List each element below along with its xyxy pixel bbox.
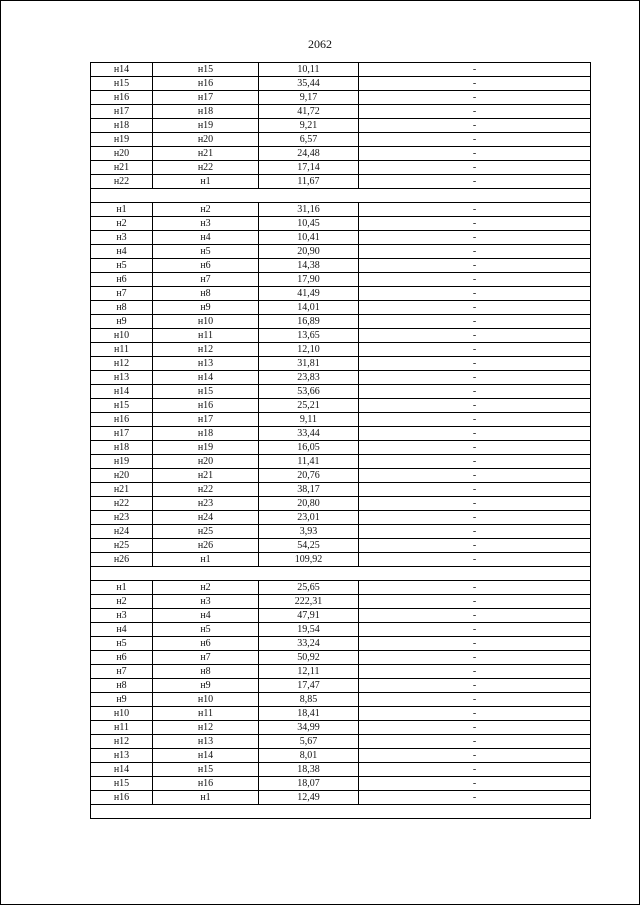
note-cell: - [359,329,591,343]
from-point-cell: н6 [91,651,153,665]
note-cell: - [359,105,591,119]
length-cell: 47,91 [259,609,359,623]
length-cell: 17,47 [259,679,359,693]
to-point-cell: н1 [153,175,259,189]
from-point-cell: н17 [91,427,153,441]
to-point-cell: н5 [153,623,259,637]
note-cell: - [359,735,591,749]
table-row [91,539,591,553]
from-point-cell: н26 [91,553,153,567]
table-row [91,315,591,329]
note-cell: - [359,147,591,161]
to-point-cell: н13 [153,735,259,749]
note-cell: - [359,637,591,651]
table-row [91,623,591,637]
table-row [91,119,591,133]
from-point-cell: н1 [91,581,153,595]
note-cell: - [359,525,591,539]
from-point-cell: н16 [91,413,153,427]
note-cell: - [359,581,591,595]
to-point-cell: н9 [153,301,259,315]
length-cell: 18,41 [259,707,359,721]
length-cell: 12,10 [259,343,359,357]
to-point-cell: н21 [153,469,259,483]
table-row [91,665,591,679]
from-point-cell: н19 [91,133,153,147]
length-cell: 50,92 [259,651,359,665]
from-point-cell: н8 [91,679,153,693]
note-cell: - [359,245,591,259]
to-point-cell: н3 [153,595,259,609]
table-row [91,63,591,77]
from-point-cell: н20 [91,469,153,483]
to-point-cell: н15 [153,385,259,399]
length-cell: 10,41 [259,231,359,245]
to-point-cell: н10 [153,693,259,707]
table-row [91,371,591,385]
table-row [91,595,591,609]
to-point-cell: н12 [153,721,259,735]
note-cell: - [359,427,591,441]
note-cell: - [359,63,591,77]
from-point-cell: н2 [91,217,153,231]
note-cell: - [359,497,591,511]
length-cell: 9,21 [259,119,359,133]
section-separator [91,805,591,819]
table-row [91,707,591,721]
from-point-cell: н23 [91,511,153,525]
to-point-cell: н13 [153,357,259,371]
from-point-cell: н7 [91,287,153,301]
from-point-cell: н17 [91,105,153,119]
length-cell: 33,24 [259,637,359,651]
from-point-cell: н21 [91,161,153,175]
from-point-cell: н11 [91,343,153,357]
note-cell: - [359,777,591,791]
to-point-cell: н6 [153,637,259,651]
length-cell: 20,76 [259,469,359,483]
table-row [91,511,591,525]
from-point-cell: н24 [91,525,153,539]
from-point-cell: н9 [91,693,153,707]
from-point-cell: н18 [91,119,153,133]
length-cell: 6,57 [259,133,359,147]
table-row [91,469,591,483]
note-cell: - [359,385,591,399]
from-point-cell: н5 [91,637,153,651]
length-cell: 12,11 [259,665,359,679]
length-cell: 23,83 [259,371,359,385]
from-point-cell: н13 [91,371,153,385]
to-point-cell: н8 [153,287,259,301]
table-row [91,329,591,343]
table-row [91,357,591,371]
to-point-cell: н14 [153,749,259,763]
from-point-cell: н11 [91,721,153,735]
table-row [91,245,591,259]
from-point-cell: н4 [91,623,153,637]
note-cell: - [359,357,591,371]
table-row [91,287,591,301]
table-row [91,231,591,245]
length-cell: 53,66 [259,385,359,399]
note-cell: - [359,693,591,707]
length-cell: 41,49 [259,287,359,301]
table-row [91,553,591,567]
to-point-cell: н4 [153,231,259,245]
note-cell: - [359,259,591,273]
length-cell: 12,49 [259,791,359,805]
table-row [91,497,591,511]
length-cell: 9,17 [259,91,359,105]
table-row [91,343,591,357]
length-cell: 222,31 [259,595,359,609]
from-point-cell: н18 [91,441,153,455]
length-cell: 9,11 [259,413,359,427]
note-cell: - [359,609,591,623]
note-cell: - [359,553,591,567]
to-point-cell: н24 [153,511,259,525]
length-cell: 17,90 [259,273,359,287]
to-point-cell: н17 [153,413,259,427]
to-point-cell: н12 [153,343,259,357]
length-cell: 16,05 [259,441,359,455]
note-cell: - [359,441,591,455]
to-point-cell: н16 [153,77,259,91]
note-cell: - [359,791,591,805]
length-cell: 109,92 [259,553,359,567]
section-separator-row [91,805,591,819]
note-cell: - [359,623,591,637]
from-point-cell: н22 [91,497,153,511]
from-point-cell: н19 [91,455,153,469]
length-cell: 17,14 [259,161,359,175]
note-cell: - [359,511,591,525]
to-point-cell: н18 [153,427,259,441]
note-cell: - [359,161,591,175]
length-cell: 23,01 [259,511,359,525]
table-row [91,301,591,315]
length-cell: 14,01 [259,301,359,315]
note-cell: - [359,343,591,357]
to-point-cell: н3 [153,217,259,231]
from-point-cell: н6 [91,273,153,287]
to-point-cell: н21 [153,147,259,161]
from-point-cell: н10 [91,707,153,721]
note-cell: - [359,721,591,735]
from-point-cell: н16 [91,91,153,105]
table-row [91,651,591,665]
note-cell: - [359,763,591,777]
table-row [91,763,591,777]
table-row [91,609,591,623]
from-point-cell: н14 [91,385,153,399]
note-cell: - [359,91,591,105]
to-point-cell: н19 [153,441,259,455]
table-row [91,581,591,595]
table-row [91,455,591,469]
to-point-cell: н9 [153,679,259,693]
note-cell: - [359,175,591,189]
to-point-cell: н15 [153,63,259,77]
to-point-cell: н6 [153,259,259,273]
to-point-cell: н15 [153,763,259,777]
from-point-cell: н15 [91,777,153,791]
length-cell: 35,44 [259,77,359,91]
to-point-cell: н4 [153,609,259,623]
table-row [91,105,591,119]
length-cell: 25,65 [259,581,359,595]
from-point-cell: н3 [91,231,153,245]
length-cell: 10,11 [259,63,359,77]
note-cell: - [359,651,591,665]
to-point-cell: н14 [153,371,259,385]
from-point-cell: н15 [91,399,153,413]
to-point-cell: н18 [153,105,259,119]
to-point-cell: н25 [153,525,259,539]
length-cell: 19,54 [259,623,359,637]
table-row [91,791,591,805]
to-point-cell: н16 [153,777,259,791]
to-point-cell: н20 [153,133,259,147]
from-point-cell: н14 [91,763,153,777]
table-row [91,161,591,175]
length-cell: 14,38 [259,259,359,273]
to-point-cell: н2 [153,581,259,595]
to-point-cell: н7 [153,651,259,665]
note-cell: - [359,287,591,301]
table-row [91,147,591,161]
table-row [91,777,591,791]
page-number: 2062 [308,37,332,51]
length-cell: 10,45 [259,217,359,231]
table-row [91,217,591,231]
length-cell: 24,48 [259,147,359,161]
from-point-cell: н5 [91,259,153,273]
note-cell: - [359,483,591,497]
length-cell: 41,72 [259,105,359,119]
from-point-cell: н15 [91,77,153,91]
length-cell: 16,89 [259,315,359,329]
note-cell: - [359,231,591,245]
to-point-cell: н17 [153,91,259,105]
to-point-cell: н8 [153,665,259,679]
note-cell: - [359,539,591,553]
length-cell: 18,07 [259,777,359,791]
length-cell: 33,44 [259,427,359,441]
to-point-cell: н26 [153,539,259,553]
table-row [91,679,591,693]
table-row [91,427,591,441]
from-point-cell: н9 [91,315,153,329]
from-point-cell: н13 [91,749,153,763]
from-point-cell: н14 [91,63,153,77]
to-point-cell: н10 [153,315,259,329]
note-cell: - [359,665,591,679]
from-point-cell: н3 [91,609,153,623]
table-row [91,91,591,105]
from-point-cell: н22 [91,175,153,189]
length-cell: 54,25 [259,539,359,553]
table-row [91,259,591,273]
from-point-cell: н25 [91,539,153,553]
length-cell: 34,99 [259,721,359,735]
note-cell: - [359,301,591,315]
from-point-cell: н12 [91,357,153,371]
length-cell: 11,41 [259,455,359,469]
length-cell: 13,65 [259,329,359,343]
from-point-cell: н4 [91,245,153,259]
to-point-cell: н1 [153,553,259,567]
table-row [91,441,591,455]
note-cell: - [359,217,591,231]
note-cell: - [359,399,591,413]
table-row [91,413,591,427]
note-cell: - [359,133,591,147]
note-cell: - [359,707,591,721]
length-cell: 25,21 [259,399,359,413]
note-cell: - [359,413,591,427]
note-cell: - [359,203,591,217]
to-point-cell: н22 [153,483,259,497]
to-point-cell: н11 [153,707,259,721]
length-cell: 11,67 [259,175,359,189]
from-point-cell: н7 [91,665,153,679]
note-cell: - [359,77,591,91]
length-cell: 8,01 [259,749,359,763]
length-cell: 38,17 [259,483,359,497]
table-row [91,483,591,497]
from-point-cell: н20 [91,147,153,161]
to-point-cell: н19 [153,119,259,133]
table-body [91,63,591,819]
to-point-cell: н11 [153,329,259,343]
note-cell: - [359,273,591,287]
section-separator [91,189,591,203]
length-cell: 8,85 [259,693,359,707]
length-cell: 20,90 [259,245,359,259]
table-row [91,749,591,763]
table-row [91,721,591,735]
section-separator-row [91,189,591,203]
table-row [91,273,591,287]
note-cell: - [359,455,591,469]
table-row [91,637,591,651]
length-cell: 31,81 [259,357,359,371]
length-cell: 31,16 [259,203,359,217]
boundary-segments-table [90,62,591,819]
to-point-cell: н5 [153,245,259,259]
note-cell: - [359,119,591,133]
from-point-cell: н10 [91,329,153,343]
length-cell: 5,67 [259,735,359,749]
table-row [91,203,591,217]
table-row [91,693,591,707]
from-point-cell: н16 [91,791,153,805]
table-row [91,735,591,749]
note-cell: - [359,595,591,609]
to-point-cell: н16 [153,399,259,413]
table-row [91,133,591,147]
note-cell: - [359,749,591,763]
to-point-cell: н20 [153,455,259,469]
table-row [91,175,591,189]
note-cell: - [359,469,591,483]
from-point-cell: н8 [91,301,153,315]
note-cell: - [359,315,591,329]
to-point-cell: н23 [153,497,259,511]
table-row [91,399,591,413]
length-cell: 18,38 [259,763,359,777]
table-row [91,525,591,539]
to-point-cell: н7 [153,273,259,287]
to-point-cell: н22 [153,161,259,175]
section-separator-row [91,567,591,581]
length-cell: 3,93 [259,525,359,539]
to-point-cell: н1 [153,791,259,805]
from-point-cell: н2 [91,595,153,609]
table-row [91,385,591,399]
to-point-cell: н2 [153,203,259,217]
from-point-cell: н12 [91,735,153,749]
length-cell: 20,80 [259,497,359,511]
from-point-cell: н1 [91,203,153,217]
note-cell: - [359,371,591,385]
section-separator [91,567,591,581]
from-point-cell: н21 [91,483,153,497]
table-row [91,77,591,91]
note-cell: - [359,679,591,693]
